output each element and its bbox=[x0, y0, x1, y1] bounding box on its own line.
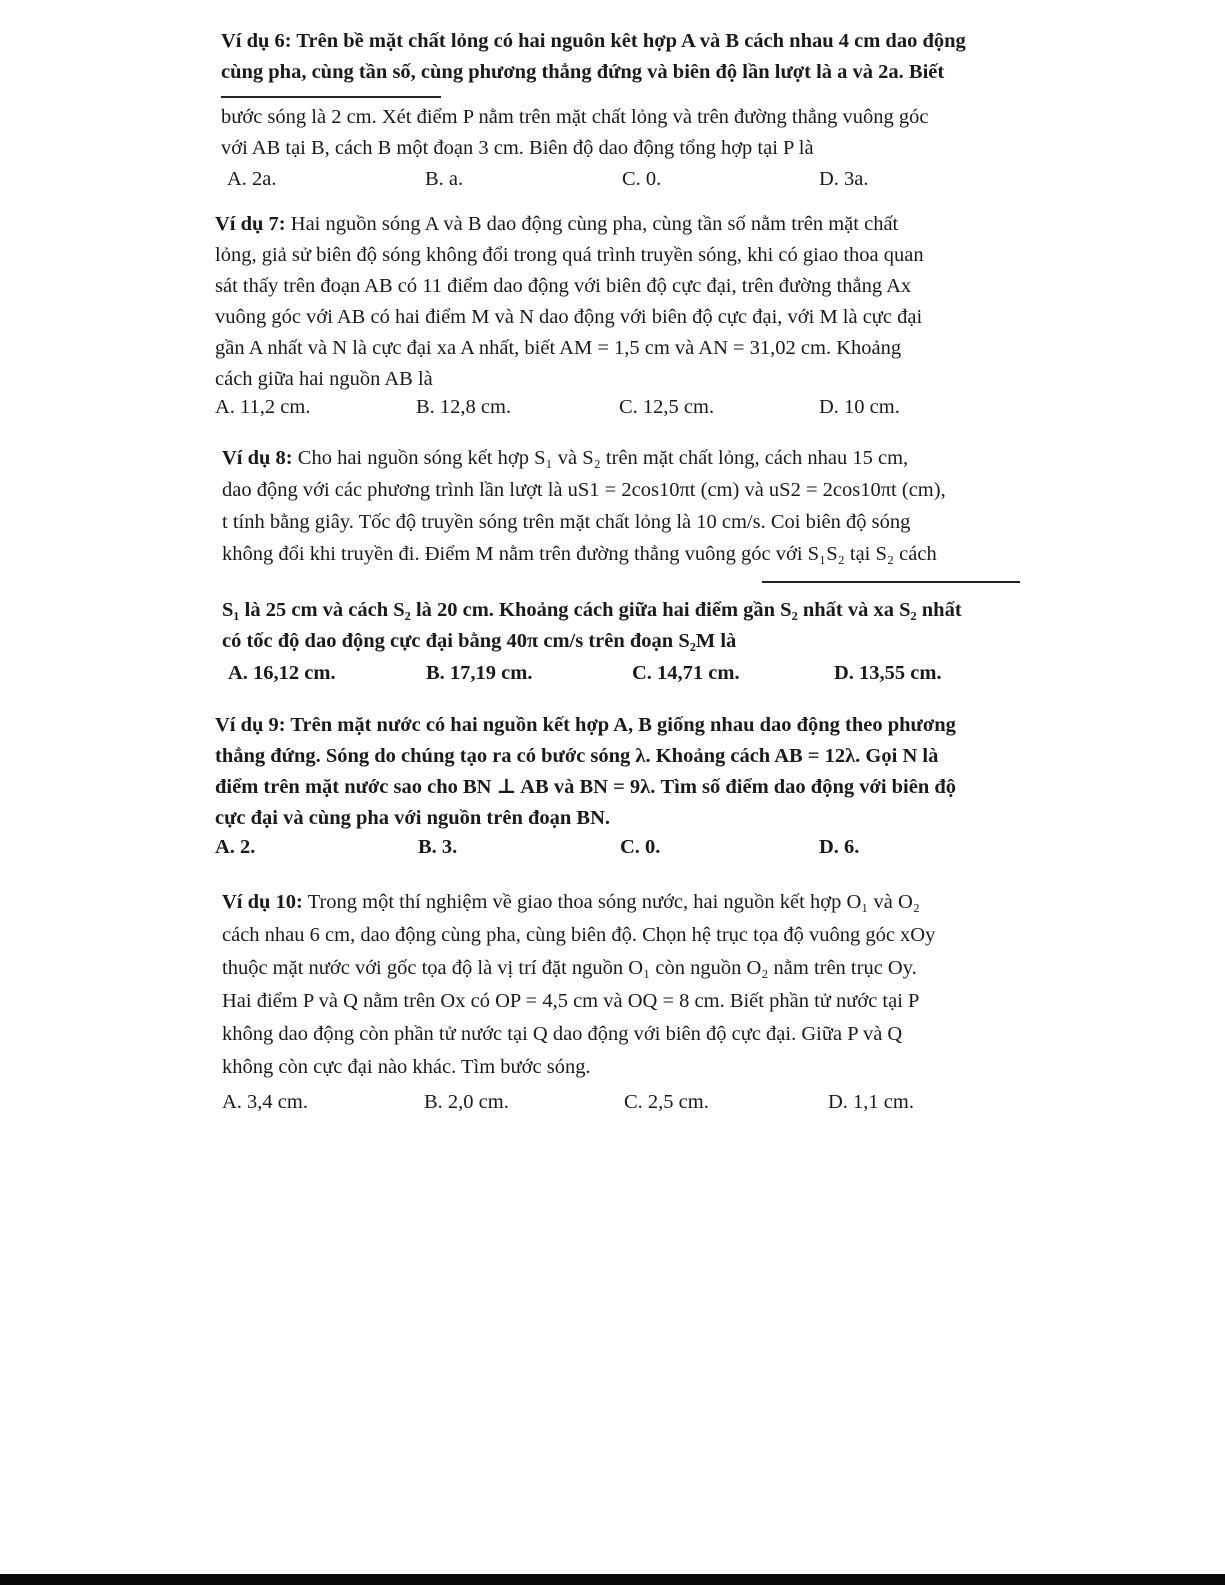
problem-7-option-a: A. 11,2 cm. bbox=[215, 396, 311, 418]
problem-10-options bbox=[222, 1089, 1012, 1115]
problem-8-label: Ví dụ 8: bbox=[222, 447, 293, 469]
problem-10-line-4: Hai điểm P và Q nằm trên Ox có OP = 4,5 cm và OQ = 8 cm. Biết phần tử nước tại P bbox=[222, 990, 920, 1012]
problem-9-option-a: A. 2. bbox=[215, 836, 256, 858]
scan-bottom-edge bbox=[0, 1574, 1225, 1585]
problem-9-option-d: D. 6. bbox=[819, 836, 860, 858]
problem-9-options bbox=[215, 834, 1005, 860]
problem-7-option-d: D. 10 cm. bbox=[819, 396, 900, 418]
page-break-rule bbox=[762, 581, 1020, 583]
problem-7-line-5: gần A nhất và N là cực đại xa A nhất, biết AM = 1,5 cm và AN = 31,02 cm. Khoảng bbox=[215, 337, 902, 359]
problem-8-option-b: B. 17,19 cm. bbox=[426, 662, 533, 684]
problem-9-option-b: B. 3. bbox=[418, 836, 458, 858]
page-break-rule bbox=[221, 96, 441, 98]
problem-6-line-1: Ví dụ 6: Trên bề mặt chất lỏng có hai nguôn kêt hợp A và B cách nhau 4 cm dao động bbox=[221, 30, 966, 52]
problem-6-line-2: cùng pha, cùng tần số, cùng phương thẳng đứng và biên độ lần lượt là a và 2a. Biết bbox=[221, 61, 945, 83]
problem-10-option-b: B. 2,0 cm. bbox=[424, 1091, 509, 1113]
problem-6-option-b: B. a. bbox=[425, 168, 464, 190]
problem-9-line-3: điểm trên mặt nước sao cho BN ⊥ AB và BN = 9λ. Tìm số điểm dao động với biên độ bbox=[215, 776, 957, 798]
problem-8-option-a: A. 16,12 cm. bbox=[228, 662, 336, 684]
problem-6-line-4: với AB tại B, cách B một đoạn 3 cm. Biên độ dao động tổng hợp tại P là bbox=[221, 137, 814, 159]
problem-8-line-4: không đổi khi truyền đi. Điểm M nằm trên đường thẳng vuông góc với S₁S₂ tại S₂ cách bbox=[222, 543, 937, 565]
problem-8-option-c: C. 14,71 cm. bbox=[632, 662, 740, 684]
problem-7-option-b: B. 12,8 cm. bbox=[416, 396, 512, 418]
problem-10-line-3: thuộc mặt nước với gốc tọa độ là vị trí đặt nguồn O₁ còn nguồn O₂ nằm trên trục Oy. bbox=[222, 957, 917, 979]
problem-9-line-4: cực đại và cùng pha với nguồn trên đoạn BN. bbox=[215, 807, 611, 829]
problem-7-label: Ví dụ 7: bbox=[215, 213, 286, 235]
problem-8-line-6: có tốc độ dao động cực đại bằng 40π cm/s trên đoạn S₂M là bbox=[222, 630, 737, 652]
problem-10-line-5: không dao động còn phần tử nước tại Q dao động với biên độ cực đại. Giữa P và Q bbox=[222, 1023, 903, 1045]
problem-6-label: Ví dụ 6: bbox=[221, 30, 292, 52]
problem-9-line-1: Ví dụ 9: Trên mặt nước có hai nguồn kết hợp A, B giống nhau dao động theo phương bbox=[215, 714, 956, 736]
problem-9-label: Ví dụ 9: bbox=[215, 714, 286, 736]
problem-7-line-2: lỏng, giả sử biên độ sóng không đổi trong quá trình truyền sóng, khi có giao thoa quan bbox=[215, 244, 924, 266]
problem-6-option-a: A. 2a. bbox=[227, 168, 277, 190]
problem-6-line-3: bước sóng là 2 cm. Xét điểm P nằm trên mặt chất lỏng và trên đường thẳng vuông góc bbox=[221, 106, 929, 128]
problem-8-line-2: dao động với các phương trình lần lượt là uS1 = 2cos10πt (cm) và uS2 = 2cos10πt (cm), bbox=[222, 479, 946, 501]
problem-7-line-3: sát thấy trên đoạn AB có 11 điểm dao động với biên độ cực đại, trên đường thẳng Ax bbox=[215, 275, 912, 297]
problem-6-option-d: D. 3a. bbox=[819, 168, 869, 190]
problem-8-line-3: t tính bằng giây. Tốc độ truyền sóng trên mặt chất lỏng là 10 cm/s. Coi biên độ sóng bbox=[222, 511, 911, 533]
problem-7-line-6: cách giữa hai nguồn AB là bbox=[215, 368, 433, 390]
problem-7-line-4: vuông góc với AB có hai điểm M và N dao động với biên độ cực đại, với M là cực đại bbox=[215, 306, 923, 328]
problem-10-option-a: A. 3,4 cm. bbox=[222, 1091, 308, 1113]
problem-6-option-c: C. 0. bbox=[622, 168, 662, 190]
problem-8-options bbox=[222, 660, 1012, 686]
problem-9-line-2: thẳng đứng. Sóng do chúng tạo ra có bước sóng λ. Khoảng cách AB = 12λ. Gọi N là bbox=[215, 745, 939, 767]
problem-10-option-c: C. 2,5 cm. bbox=[624, 1091, 709, 1113]
problem-10-line-2: cách nhau 6 cm, dao động cùng pha, cùng biên độ. Chọn hệ trục tọa độ vuông góc xOy bbox=[222, 924, 936, 946]
problem-7-line-1: Ví dụ 7: Hai nguồn sóng A và B dao động cùng pha, cùng tần số nằm trên mặt chất bbox=[215, 213, 899, 235]
problem-8-option-d: D. 13,55 cm. bbox=[834, 662, 942, 684]
problem-9-option-c: C. 0. bbox=[620, 836, 661, 858]
problem-10-line-6: không còn cực đại nào khác. Tìm bước sóng. bbox=[222, 1056, 591, 1078]
problem-10-option-d: D. 1,1 cm. bbox=[828, 1091, 914, 1113]
problem-8-line-5: S₁ là 25 cm và cách S₂ là 20 cm. Khoảng cách giữa hai điểm gần S₂ nhất và xa S₂ nhất bbox=[222, 599, 962, 621]
problem-7-options bbox=[215, 394, 1005, 420]
problem-8-line-1: Ví dụ 8: Cho hai nguồn sóng kết hợp S₁ và S₂ trên mặt chất lỏng, cách nhau 15 cm, bbox=[222, 447, 909, 469]
problem-10-line-1: Ví dụ 10: Trong một thí nghiệm về giao thoa sóng nước, hai nguồn kết hợp O₁ và O₂ bbox=[222, 891, 920, 913]
problem-10-label: Ví dụ 10: bbox=[222, 891, 303, 913]
problem-7-option-c: C. 12,5 cm. bbox=[619, 396, 715, 418]
problem-6-options bbox=[221, 166, 1011, 192]
